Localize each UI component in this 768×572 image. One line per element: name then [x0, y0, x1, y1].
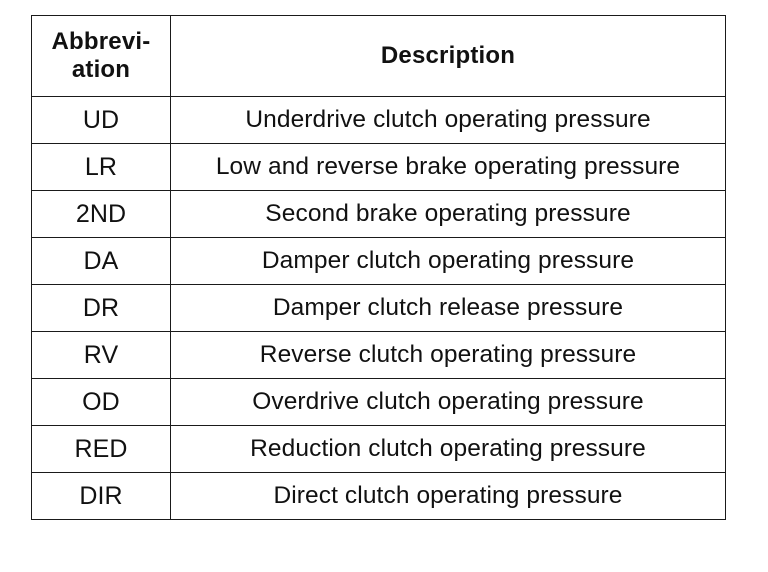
abbreviation-cell: DA: [32, 238, 171, 285]
table-row: [32, 191, 726, 238]
abbreviation-header-line1: Abbrevi-: [51, 28, 151, 55]
abbreviation-header: [32, 16, 171, 97]
abbreviation-table: [31, 15, 726, 520]
table-row: [32, 238, 726, 285]
table-row: [32, 97, 726, 144]
description-cell: Second brake operating pressure: [171, 191, 726, 238]
table-row: [32, 473, 726, 520]
abbreviation-cell: RED: [32, 426, 171, 473]
abbreviation-cell: OD: [32, 379, 171, 426]
table-row: [32, 332, 726, 379]
description-cell: Reverse clutch operating pressure: [171, 332, 726, 379]
abbreviation-cell: UD: [32, 97, 171, 144]
description-cell: Reduction clutch operating pressure: [171, 426, 726, 473]
description-header: Description: [171, 16, 726, 97]
table-row: [32, 144, 726, 191]
abbreviation-header-line2: ation: [71, 56, 131, 83]
abbreviation-cell: LR: [32, 144, 171, 191]
description-cell: Damper clutch operating pressure: [171, 238, 726, 285]
header-row: [32, 16, 726, 97]
abbreviation-cell: DIR: [32, 473, 171, 520]
description-cell: Overdrive clutch operating pressure: [171, 379, 726, 426]
abbreviation-cell: 2ND: [32, 191, 171, 238]
table-row: [32, 379, 726, 426]
table-row: [32, 285, 726, 332]
abbreviation-cell: RV: [32, 332, 171, 379]
abbreviation-cell: DR: [32, 285, 171, 332]
description-cell: Underdrive clutch operating pressure: [171, 97, 726, 144]
description-cell: Damper clutch release pressure: [171, 285, 726, 332]
description-cell: Low and reverse brake operating pressure: [171, 144, 726, 191]
description-cell: Direct clutch operating pressure: [171, 473, 726, 520]
table-row: [32, 426, 726, 473]
